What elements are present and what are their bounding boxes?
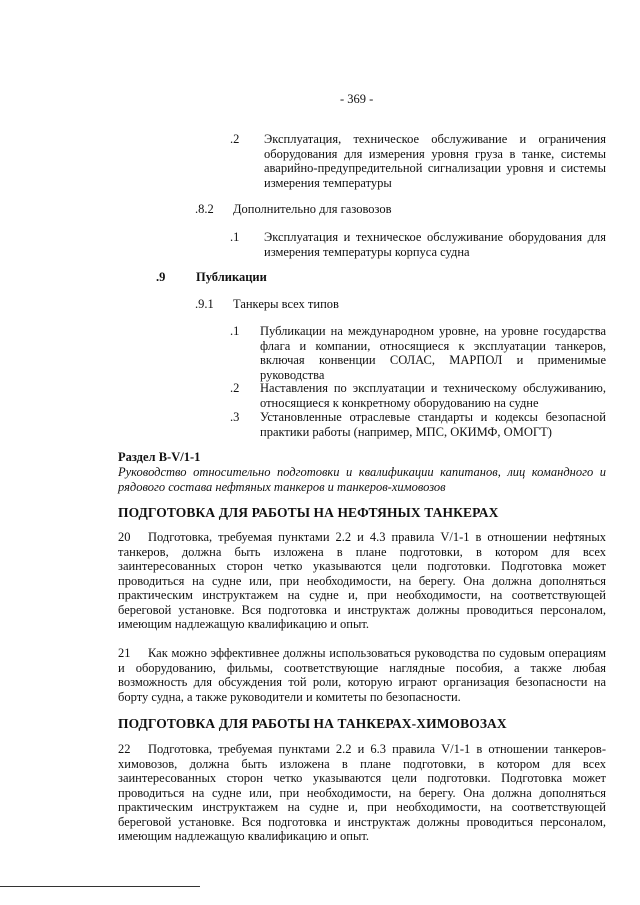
section-heading: Раздел B-V/1-1 [118, 450, 201, 464]
item-text: Установленные отраслевые стандарты и кодексы безопасной практики работы (например, МПС, ОКИМФ, ОМОГТ) [260, 410, 606, 439]
heading-oil-tankers: ПОДГОТОВКА ДЛЯ РАБОТЫ НА НЕФТЯНЫХ ТАНКЕРАХ [118, 505, 499, 520]
item-number: .1 [230, 324, 240, 338]
item-number: .3 [230, 410, 240, 424]
item-text: Эксплуатация, техническое обслуживание и ограничения оборудования для измерения уровня груза в танке, системы аварийно-предупредительной сигнализации уровня и системы измерения температуры [264, 132, 606, 190]
footer-rule [0, 886, 200, 887]
subsection-number: .9.1 [195, 297, 214, 311]
paragraph-number: 22 [118, 742, 131, 756]
item-number: .2 [230, 132, 240, 146]
paragraph-text: Подготовка, требуемая пунктами 2.2 и 4.3 правила V/1-1 в отношении нефтяных танкеров, должна быть изложена в плане подготовки, в котором для всех заинтересованных сторон четко указываются цели подготовки. Подготовка может проводиться на судне или, при необходимости, на берегу. Она должна дополняться практическим инструктажем на судне и, при необходимости, на соответствующей береговой установке. Вся подготовка и инструктаж должны проводиться персоналом, имеющим надлежащую квалификацию и опыт. [118, 530, 606, 631]
subsection-title: Танкеры всех типов [233, 297, 339, 311]
paragraph-20 [118, 530, 606, 632]
paragraph-21 [118, 646, 606, 704]
item-number: .1 [230, 230, 240, 244]
paragraph-number: 20 [118, 530, 131, 544]
heading-chemical-tankers: ПОДГОТОВКА ДЛЯ РАБОТЫ НА ТАНКЕРАХ-ХИМОВОЗАХ [118, 716, 507, 731]
paragraph-22 [118, 742, 606, 844]
page-number: - 369 - [340, 92, 374, 106]
subsection-number: .8.2 [195, 202, 214, 216]
item-text: Эксплуатация и техническое обслуживание оборудования для измерения температуры корпуса судна [264, 230, 606, 259]
section-subtitle: Руководство относительно подготовки и квалификации капитанов, лиц командного и рядового состава нефтяных танкеров и танкеров-химовозов [118, 465, 606, 494]
section-title: Публикации [196, 270, 267, 284]
item-number: .2 [230, 381, 240, 395]
paragraph-text: Как можно эффективнее должны использоваться руководства по судовым операциям и оборудованию, фильмы, соответствующие наглядные пособия, а также любая возможность для обсуждения той роли, которую играют организация безопасности на борту судна, а также руководители и комитеты по безопасности. [118, 646, 606, 704]
paragraph-text: Подготовка, требуемая пунктами 2.2 и 6.3 правила V/1-1 в отношении танкеров-химовозов, должна быть изложена в плане подготовки, в котором для всех заинтересованных сторон четко указываются цели подготовки. Подготовка может проводиться на судне или, при необходимости, на берегу. Она должна дополняться практическим инструктажем на судне и, при необходимости, на соответствующей береговой установке. Вся подготовка и инструктаж должны проводиться персоналом, имеющим надлежащую квалификацию и опыт. [118, 742, 606, 843]
item-text: Публикации на международном уровне, на уровне государства флага и компании, относящиеся к эксплуатации танкеров, включая конвенции СОЛАС, МАРПОЛ и применимые руководства [260, 324, 606, 382]
paragraph-number: 21 [118, 646, 131, 660]
item-text: Наставления по эксплуатации и техническому обслуживанию, относящиеся к конкретному оборудованию на судне [260, 381, 606, 410]
section-number: .9 [156, 270, 166, 284]
subsection-title: Дополнительно для газовозов [233, 202, 392, 216]
